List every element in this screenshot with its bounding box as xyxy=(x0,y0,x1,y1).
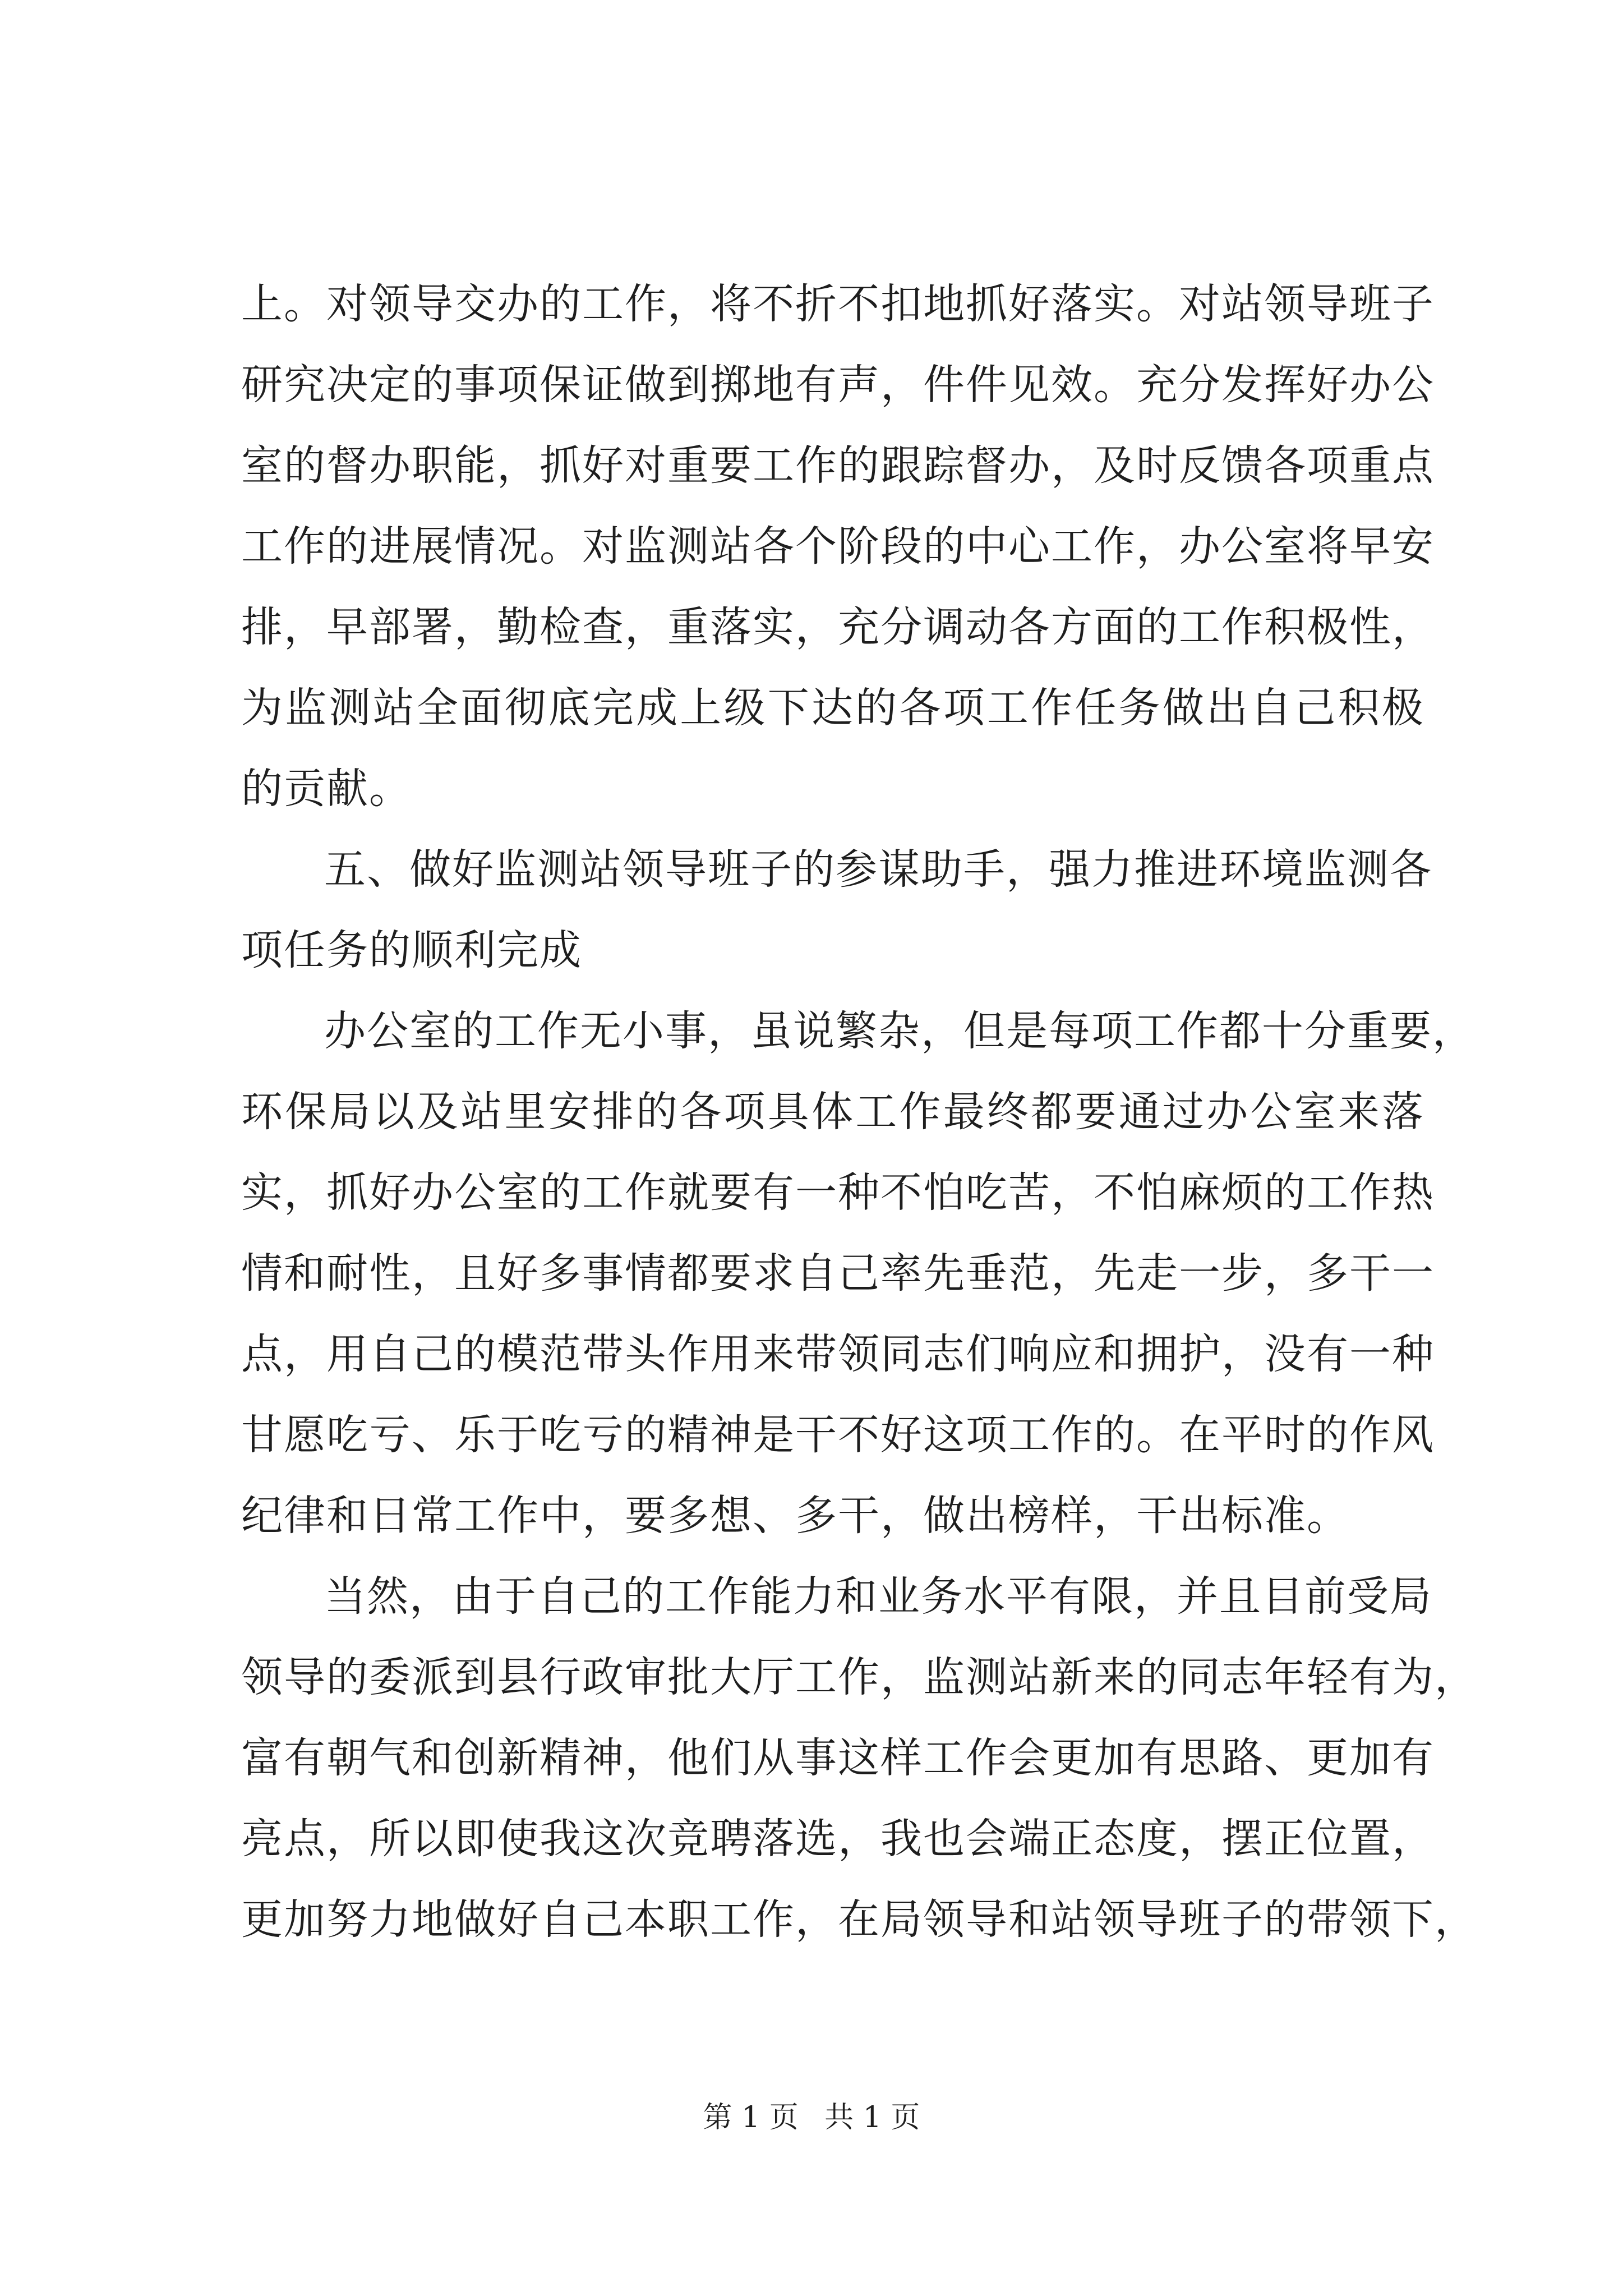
text-line: 室的督办职能，抓好对重要工作的跟踪督办，及时反馈各项重点 xyxy=(241,441,1435,490)
text-line: 甘愿吃亏、乐于吃亏的精神是干不好这项工作的。在平时的作风 xyxy=(241,1411,1435,1459)
text-line: 纪律和日常工作中，要多想、多干，做出榜样，干出标准。 xyxy=(241,1492,1349,1540)
page-number: 第 1 页 xyxy=(703,2101,799,2134)
text-line: 排，早部署，勤检查，重落实，充分调动各方面的工作积极性， xyxy=(241,603,1435,651)
text-line: 办公室的工作无小事，虽说繁杂，但是每项工作都十分重要， xyxy=(324,1007,1475,1055)
section-heading-line: 五、做好监测站领导班子的参谋助手，强力推进环境监测各 xyxy=(324,845,1432,894)
text-line: 情和耐性，且好多事情都要求自己率先垂范，先走一步，多干一 xyxy=(241,1249,1435,1297)
text-line: 点，用自己的模范带头作用来带领同志们响应和拥护，没有一种 xyxy=(241,1330,1435,1378)
text-line: 环保局以及站里安排的各项具体工作最终都要通过办公室来落 xyxy=(241,1088,1424,1136)
text-line: 的贡献。 xyxy=(241,765,412,813)
text-line: 上。对领导交办的工作，将不折不扣地抓好落实。对站领导班子 xyxy=(241,280,1435,328)
document-body xyxy=(241,264,1477,1960)
text-line: 领导的委派到县行政审批大厅工作，监测站新来的同志年轻有为， xyxy=(241,1653,1477,1701)
text-line: 实，抓好办公室的工作就要有一种不怕吃苦，不怕麻烦的工作热 xyxy=(241,1168,1435,1217)
section-heading-line: 项任务的顺利完成 xyxy=(241,926,582,974)
text-line: 工作的进展情况。对监测站各个阶段的中心工作，办公室将早安 xyxy=(241,522,1435,570)
page-footer xyxy=(0,2098,1623,2137)
text-line: 亮点，所以即使我这次竞聘落选，我也会端正态度，摆正位置， xyxy=(241,1815,1435,1863)
text-line: 当然，由于自己的工作能力和业务水平有限，并且目前受局 xyxy=(324,1572,1432,1621)
page-total: 共 1 页 xyxy=(824,2101,920,2134)
text-line: 为监测站全面彻底完成上级下达的各项工作任务做出自己积极 xyxy=(241,684,1424,732)
text-line: 更加努力地做好自己本职工作，在局领导和站领导班子的带领下， xyxy=(241,1895,1477,1944)
text-line: 富有朝气和创新精神，他们从事这样工作会更加有思路、更加有 xyxy=(241,1734,1435,1782)
text-line: 研究决定的事项保证做到掷地有声，件件见效。充分发挥好办公 xyxy=(241,361,1435,409)
